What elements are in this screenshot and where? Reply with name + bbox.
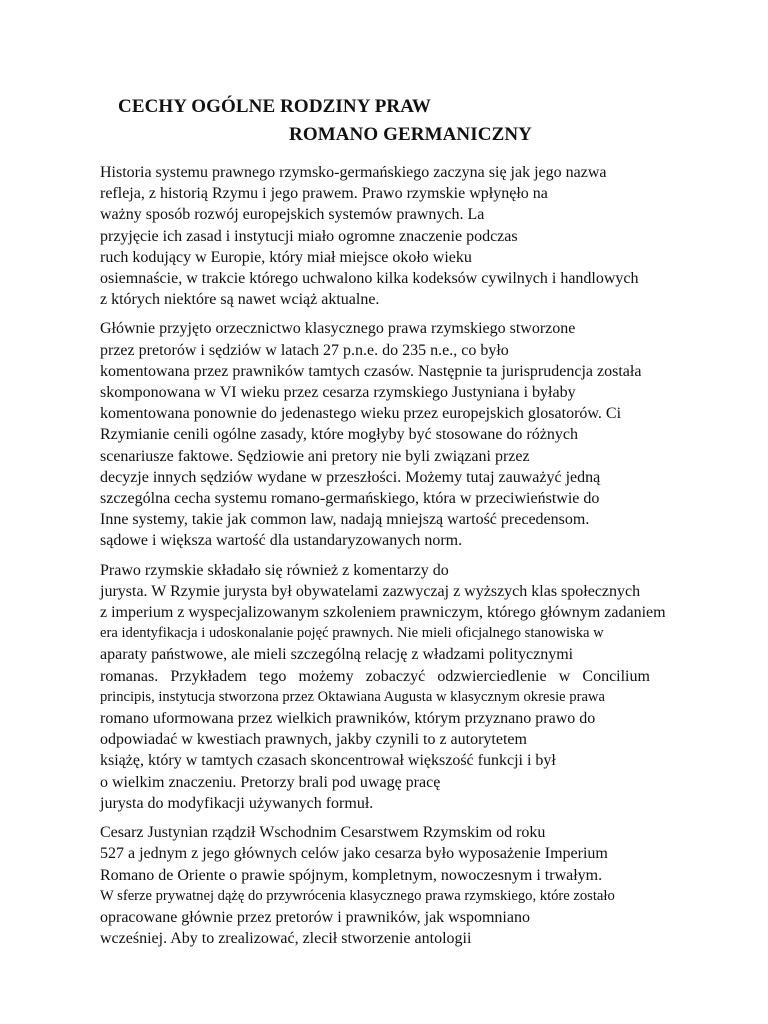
text-line-justified xyxy=(100,666,650,687)
paragraph-4 xyxy=(100,822,740,949)
text-line: przyjęcie ich zasad i instytucji miało ogromne znaczenie podczas xyxy=(100,227,518,245)
document-body xyxy=(100,162,740,957)
document-title-line-1: CECHY OGÓLNE RODZINY PRAW xyxy=(118,96,432,117)
text-line: 527 a jednym z jego głównych celów jako cesarza było wyposażenie Imperium xyxy=(100,845,608,863)
word: Concilium xyxy=(582,667,650,685)
text-line: opracowane głównie przez pretorów i prawników, jak wspomniano xyxy=(100,908,530,926)
text-line: komentowana ponownie do jedenastego wieku przez europejskich glosatorów. Ci xyxy=(100,405,622,423)
word: Przykładem xyxy=(170,667,247,685)
text-line: Romano de Oriente o prawie spójnym, kompletnym, nowoczesnym i trwałym. xyxy=(100,866,603,884)
text-line: z imperium z wyspecjalizowanym szkoleniem prawniczym, którego głównym zadaniem xyxy=(100,604,666,622)
text-line: Rzymianie cenili ogólne zasady, które mogłyby być stosowane do różnych xyxy=(100,426,578,444)
text-line: aparaty państwowe, ale mieli szczególną relację z władzami politycznymi xyxy=(100,646,574,664)
text-line: ważny sposób rozwój europejskich systemów prawnych. La xyxy=(100,206,485,224)
word: odzwierciedlenie xyxy=(437,667,547,685)
text-line: principis, instytucja stworzona przez Oktawiana Augusta w klasycznym okresie prawa xyxy=(100,688,605,705)
text-line: z których niektóre są nawet wciąż aktualne. xyxy=(100,291,380,309)
text-line: era identyfikacja i udoskonalanie pojęć prawnych. Nie mieli oficjalnego stanowiska w xyxy=(100,625,604,642)
word: zobaczyć xyxy=(365,667,426,685)
text-line: sądowe i większa wartość dla ustandaryzowanych norm. xyxy=(100,532,463,550)
text-line: Prawo rzymskie składało się również z komentarzy do xyxy=(100,561,449,579)
text-line: wcześniej. Aby to zrealizować, zlecił stworzenie antologii xyxy=(100,930,472,948)
text-line: o wielkim znaczeniu. Pretorzy brali pod uwagę pracę xyxy=(100,773,441,791)
text-line: Głównie przyjęto orzecznictwo klasycznego prawa rzymskiego stworzone xyxy=(100,320,576,338)
text-line: skomponowana w VI wieku przez cesarza rzymskiego Justyniana i byłaby xyxy=(100,384,576,402)
paragraph-2 xyxy=(100,318,740,551)
text-line: decyzje innych sędziów wydane w przeszłości. Możemy tutaj zauważyć jedną xyxy=(100,468,601,486)
text-line: scenariusze faktowe. Sędziowie ani pretory nie byli związani przez xyxy=(100,447,530,465)
text-line: refleja, z historią Rzymu i jego prawem. Prawo rzymskie wpłynęło na xyxy=(100,185,548,203)
word: romanas. xyxy=(100,667,159,685)
text-line: przez pretorów i sędziów w latach 27 p.n.e. do 235 n.e., co było xyxy=(100,341,509,359)
text-line: szczególna cecha systemu romano-germańskiego, która w przeciwieństwie do xyxy=(100,490,600,508)
text-line: odpowiadać w kwestiach prawnych, jakby czynili to z autorytetem xyxy=(100,731,527,749)
text-line: książę, który w tamtych czasach skoncentrował większość funkcji i był xyxy=(100,752,556,770)
text-line: osiemnaście, w trakcie którego uchwalono kilka kodeksów cywilnych i handlowych xyxy=(100,270,639,288)
text-line: romano uformowana przez wielkich prawników, którym przyznano prawo do xyxy=(100,710,596,728)
paragraph-1 xyxy=(100,162,740,310)
text-line: komentowana przez prawników tamtych czasów. Następnie ta jurisprudencja została xyxy=(100,362,642,380)
text-line: Cesarz Justynian rządził Wschodnim Cesarstwem Rzymskim od roku xyxy=(100,824,546,842)
paragraph-3 xyxy=(100,560,740,814)
text-line: Historia systemu prawnego rzymsko-germańskiego zaczyna się jak jego nazwa xyxy=(100,164,607,181)
word: w xyxy=(558,667,571,685)
text-line: Inne systemy, takie jak common law, nadają mniejszą wartość precedensom. xyxy=(100,511,590,529)
text-line: ruch kodujący w Europie, który miał miejsce około wieku xyxy=(100,248,472,266)
word: możemy xyxy=(298,667,354,685)
text-line: jurysta do modyfikacji używanych formuł. xyxy=(100,794,374,812)
document-title-line-2: ROMANO GERMANICZNY xyxy=(289,124,532,145)
text-line: jurysta. W Rzymie jurysta był obywatelami zazwyczaj z wyższych klas społecznych xyxy=(100,582,641,600)
text-line: W sferze prywatnej dążę do przywrócenia klasycznego prawa rzymskiego, które zostało xyxy=(100,887,615,904)
word: tego xyxy=(258,667,287,685)
